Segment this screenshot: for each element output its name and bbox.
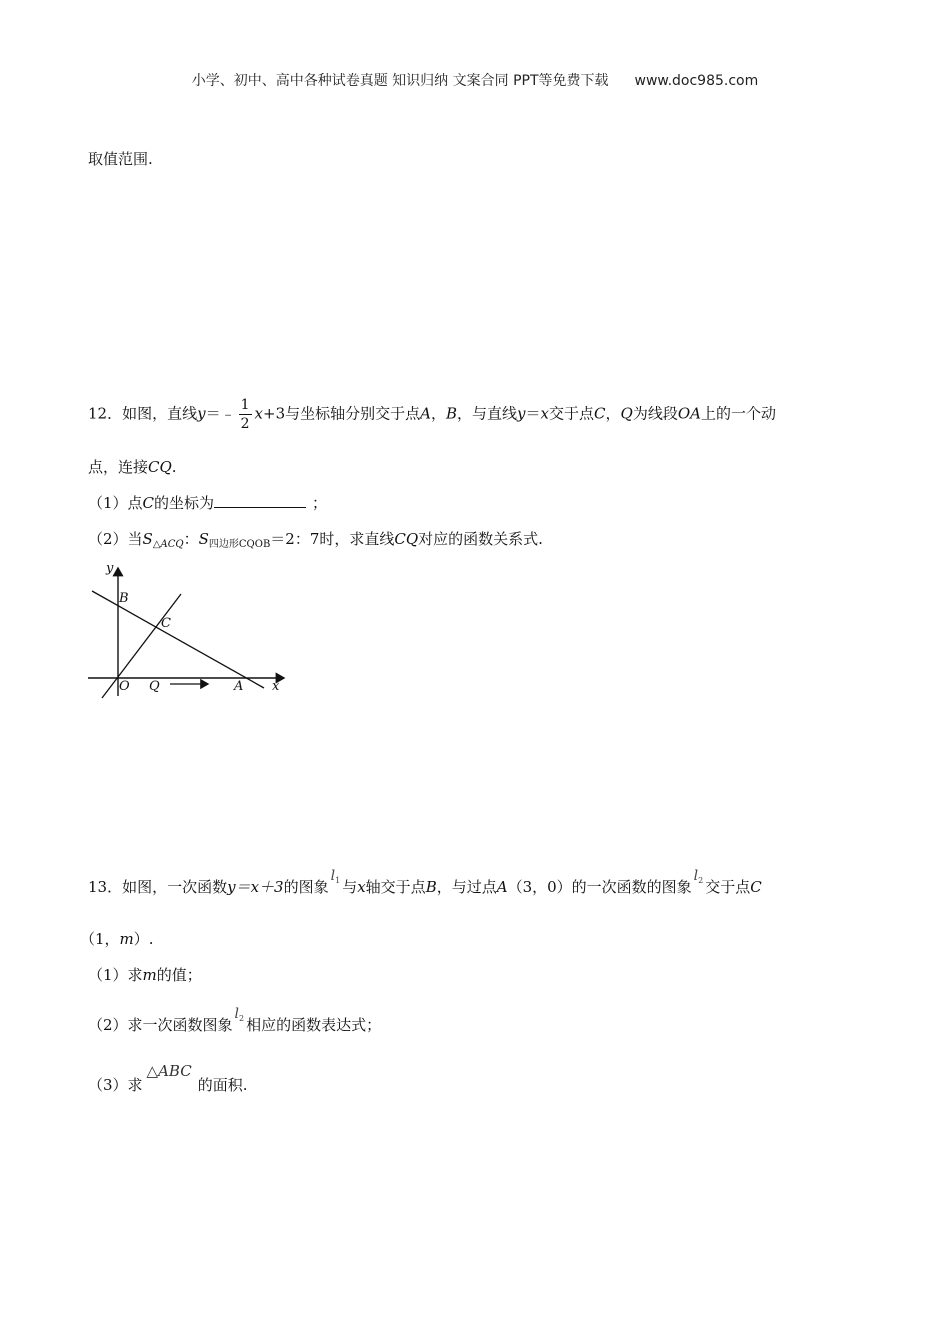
symbol-l: l [693,868,699,884]
q12-text: ， [430,404,446,423]
area-subscript: △ACQ [152,539,184,550]
equation-y-x-3: y＝x＋3 [227,878,284,896]
q13-text: 的图象 [283,878,329,896]
label-y: y [106,561,114,576]
answer-blank[interactable] [214,493,306,508]
point-Q: Q [620,404,633,423]
q12-text: . [171,458,177,476]
q13-text: 如图，一次函数 [122,878,228,896]
symbol-subscript: 1 [335,876,341,885]
q12-text: （2）当 [88,530,143,548]
q12-text: +3与坐标轴分别交于点 [263,404,421,423]
point-A: A [420,404,431,423]
q12-figure [84,558,294,703]
area-symbol: S [142,530,153,548]
q12-text: ＝﹣ [205,404,236,423]
var-x: x [254,404,263,423]
q13-text: 与 [342,878,358,896]
symbol-subscript: 2 [698,876,704,885]
point-A: A [496,878,508,896]
var-x: x [357,878,366,896]
q13-text: 轴交于点 [365,878,426,896]
label-x: x [272,679,280,694]
q12-subquestion-1 [88,492,327,513]
q13-subquestion-3 [88,1062,248,1095]
q13-line-1 [88,868,762,897]
symbol-l1 [331,868,341,885]
fraction-numerator: 1 [240,397,250,413]
symbol-l: l [234,1006,240,1022]
q12-text: ＝2：7时，求直线 [270,530,395,548]
q12-text: ＝ [525,404,541,423]
point-C: C [594,404,606,423]
header-url[interactable]: www.doc985.com [634,73,759,89]
q12-text: ： [183,530,199,548]
line-y-equals-x [102,594,181,698]
var-y: y [197,404,206,423]
q12-text: 上的一个动 [700,404,776,423]
header-title: 小学、初中、高中各种试卷真题 知识归纳 文案合同 PPT等免费下载 [191,73,609,89]
q12-text: （1）点 [88,494,143,512]
q12-text: 如图，直线 [122,404,198,423]
q12-text: 的坐标为 [154,494,215,512]
point-B: B [425,878,437,896]
area-symbol: S [198,530,209,548]
area-subscript: 四边形CQOB [208,539,271,550]
q13-text: 的值； [156,966,202,984]
q12-number: 12． [88,404,123,423]
fraction-one-half [239,398,252,431]
q13-text: 交于点 [705,878,751,896]
q13-subquestion-2 [88,1006,382,1035]
label-A: A [234,679,244,694]
point-C: C [142,494,155,512]
q12-text: 点，连接 [88,458,149,476]
q13-text: （2）求一次函数图象 [88,1016,233,1034]
label-B: B [119,591,129,606]
q13-text: 的面积. [197,1076,248,1094]
symbol-l2 [694,868,704,885]
q13-text: （1， [80,930,120,948]
q12-text: 为线段 [632,404,678,423]
q13-number: 13． [88,878,123,896]
var-x: x [540,404,549,423]
previous-question-tail: 取值范围. [88,150,153,168]
segment-OA: OA [677,404,701,423]
page-header [0,70,950,90]
var-m: m [142,966,157,984]
q12-text: 对应的函数关系式. [418,530,543,548]
point-C: C [750,878,762,896]
q13-text: 相应的函数表达式； [246,1016,382,1034]
q13-line-2 [80,928,154,949]
q13-text: ）. [133,930,154,948]
q13-text: ，与过点 [436,878,497,896]
q12-text: 交于点 [549,404,595,423]
q12-line-2 [88,456,177,477]
triangle-ABC: △ABC [146,1062,192,1080]
segment-CQ: CQ [394,530,419,548]
q12-text: ； [312,494,328,512]
symbol-subscript: 2 [239,1014,245,1023]
q13-subquestion-1 [88,964,202,985]
q13-text: （1）求 [88,966,143,984]
var-y: y [517,404,526,423]
q13-text: （3）求 [88,1076,143,1094]
label-C: C [161,616,171,631]
label-Q: Q [149,679,160,694]
q12-line-1 [88,398,776,431]
label-O: O [119,679,130,694]
symbol-l2 [235,1006,245,1023]
fraction-denominator: 2 [240,416,250,432]
var-m: m [119,930,134,948]
point-B: B [445,404,458,423]
symbol-l: l [330,868,336,884]
q12-text: ， [605,404,621,423]
q12-subquestion-2 [88,528,543,550]
segment-CQ: CQ [148,458,172,476]
q13-text: （3，0）的一次函数的图象 [507,878,692,896]
q12-text: ，与直线 [457,404,518,423]
